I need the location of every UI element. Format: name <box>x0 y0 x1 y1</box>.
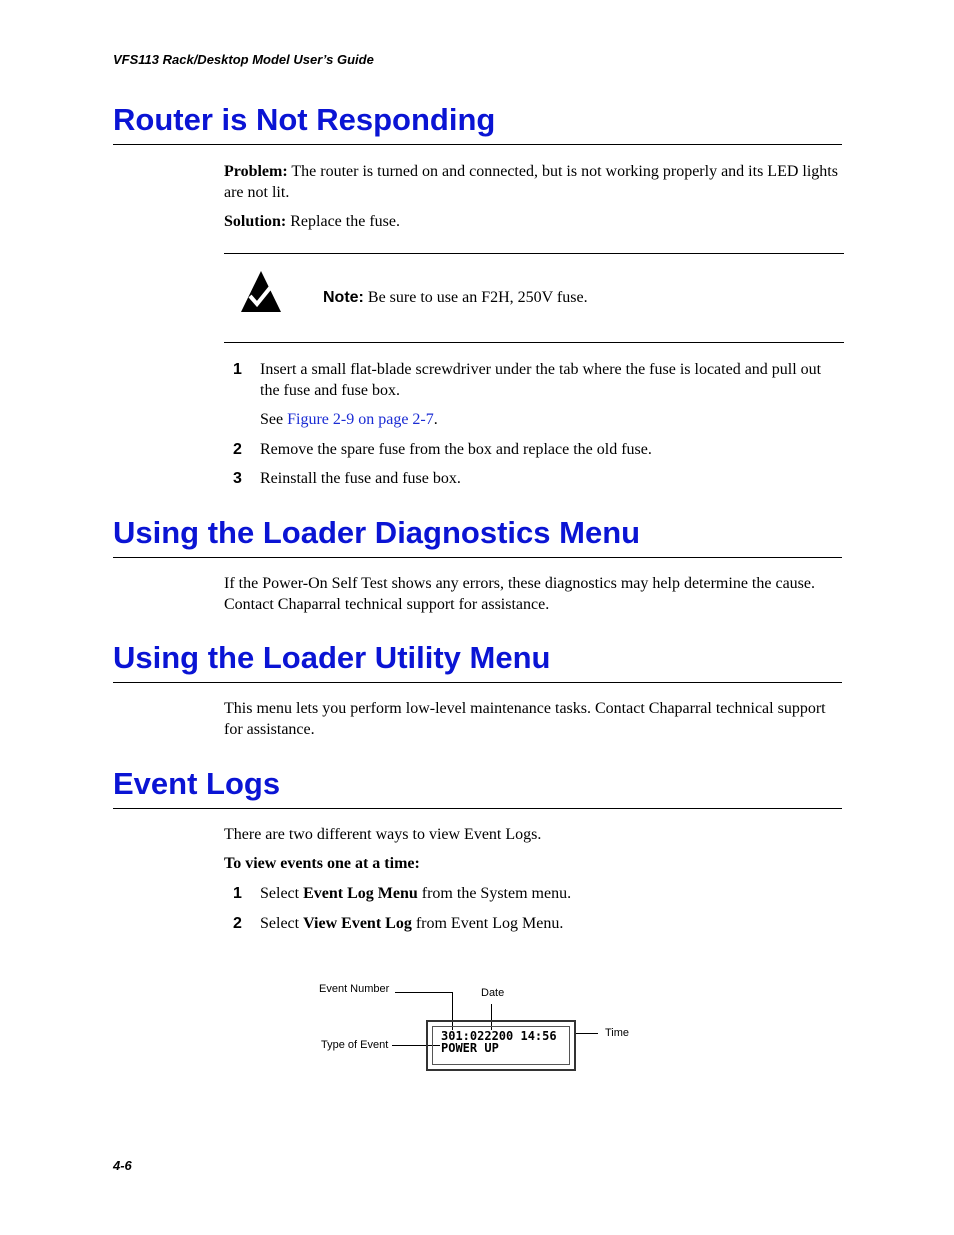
router-step-3-text: Reinstall the fuse and fuse box. <box>260 470 461 487</box>
router-step-2-number: 2 <box>233 441 242 458</box>
router-step-1-number: 1 <box>233 361 242 378</box>
solution-label: Solution: <box>224 213 287 230</box>
procedure-title: To view events one at a time: <box>224 855 420 872</box>
router-step-3-number: 3 <box>233 470 242 487</box>
event-step-1-number: 1 <box>233 885 242 902</box>
event-step-1-text <box>260 883 842 904</box>
label-type-of-event: Type of Event <box>321 1039 389 1051</box>
label-event-number: Event Number <box>319 983 390 995</box>
diagnostics-paragraph: If the Power-On Self Test shows any errors, these diagnostics may help determine the cause. Contact Chaparral technical support for assistance. <box>224 575 815 613</box>
problem-label: Problem: <box>224 163 288 180</box>
see-figure-reference <box>260 409 842 430</box>
event-logs-intro: There are two different ways to view Event Logs. <box>224 826 542 843</box>
event-step-1-pre: Select <box>260 885 304 902</box>
lcd-line-1: 301:022200 14:56 <box>441 1029 557 1043</box>
label-time: Time <box>605 1027 630 1039</box>
event-step-2-text <box>260 913 842 934</box>
running-header: VFS113 Rack/Desktop Model User’s Guide <box>113 52 374 67</box>
solution-text: Replace the fuse. <box>286 213 400 230</box>
lcd-display <box>426 1020 576 1071</box>
note-paragraph <box>323 287 823 308</box>
lcd-line-2: POWER UP <box>441 1041 499 1055</box>
label-date: Date <box>481 987 505 999</box>
page-number: 4-6 <box>113 1158 132 1173</box>
heading-event-logs: Event Logs <box>113 766 842 809</box>
event-step-2-post: from Event Log Menu. <box>411 915 564 932</box>
event-step-2-menu: View Event Log <box>303 915 412 932</box>
leader-event-number-h <box>395 992 453 993</box>
event-step-2-number: 2 <box>233 915 242 932</box>
router-step-1-text: Insert a small flat-blade screwdriver under the tab where the fuse is located and pull out the fuse and fuse box. <box>260 361 822 399</box>
leader-time <box>576 1033 598 1034</box>
heading-loader-diagnostics: Using the Loader Diagnostics Menu <box>113 515 842 558</box>
note-check-icon <box>240 270 282 313</box>
note-text: Be sure to use an F2H, 250V fuse. <box>363 289 588 306</box>
router-step-2-text: Remove the spare fuse from the box and replace the old fuse. <box>260 441 652 458</box>
heading-router-not-responding: Router is Not Responding <box>113 102 842 145</box>
figure-link[interactable]: Figure 2-9 on page 2-7 <box>287 411 434 428</box>
event-step-1-post: from the System menu. <box>417 885 572 902</box>
see-suffix: . <box>433 411 438 428</box>
utility-paragraph: This menu lets you perform low-level maintenance tasks. Contact Chaparral technical support for assistance. <box>224 700 826 738</box>
note-top-rule <box>224 253 844 254</box>
event-step-2-pre: Select <box>260 915 304 932</box>
see-prefix: See <box>260 411 288 428</box>
heading-loader-utility: Using the Loader Utility Menu <box>113 640 842 683</box>
problem-text: The router is turned on and connected, but is not working properly and its LED lights are not lit. <box>224 163 838 201</box>
note-bottom-rule <box>224 342 844 343</box>
solution-paragraph <box>224 211 842 232</box>
problem-paragraph <box>224 161 842 203</box>
note-label: Note: <box>323 289 364 306</box>
event-step-1-menu: Event Log Menu <box>303 885 418 902</box>
